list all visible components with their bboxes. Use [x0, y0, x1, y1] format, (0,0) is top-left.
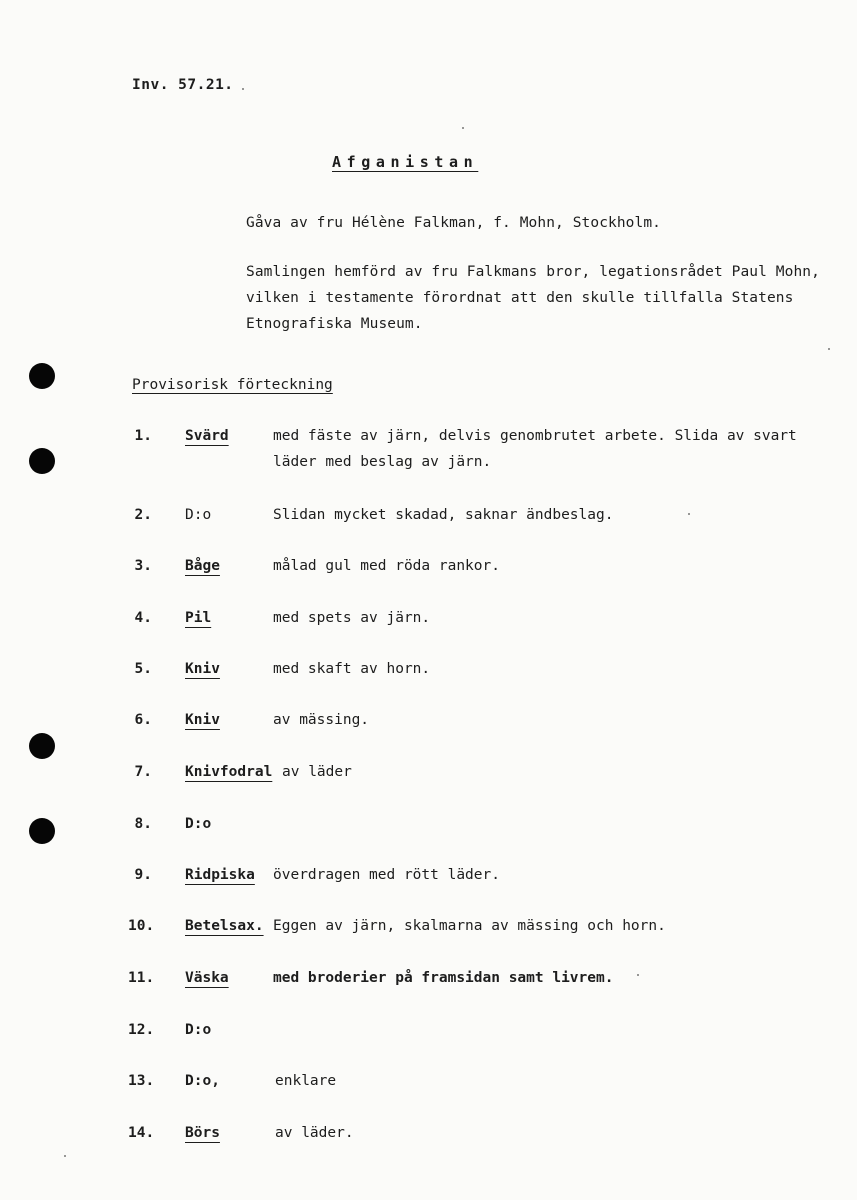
provenance-line: Etnografiska Museum. [246, 316, 423, 332]
item-description: målad gul med röda rankor. [273, 558, 500, 574]
item-number: 12. [128, 1022, 155, 1038]
speck [462, 127, 464, 129]
item-name: Svärd [185, 428, 229, 444]
speck [64, 1155, 66, 1157]
item-name: D:o, [185, 1073, 220, 1089]
item-number: 3. [134, 558, 152, 574]
item-description: av läder. [275, 1125, 354, 1141]
item-name: D:o [185, 816, 212, 832]
item-name: Båge [185, 558, 220, 574]
inventory-number: Inv. 57.21. [132, 77, 234, 93]
item-number: 2. [134, 507, 152, 523]
punch-hole [29, 818, 55, 844]
item-description: Eggen av järn, skalmarna av mässing och horn. [273, 918, 666, 934]
speck [242, 88, 244, 90]
punch-hole [29, 448, 55, 474]
item-name: D:o [185, 507, 212, 523]
item-description: överdragen med rött läder. [273, 867, 500, 883]
provenance-line: vilken i testamente förordnat att den skulle tillfalla Statens [246, 290, 794, 306]
item-number: 9. [134, 867, 152, 883]
item-name: Pil [185, 610, 212, 626]
item-number: 4. [134, 610, 152, 626]
item-number: 8. [134, 816, 152, 832]
item-description: läder med beslag av järn. [273, 454, 492, 470]
item-name: Kniv [185, 661, 220, 677]
item-description: av mässing. [273, 712, 370, 728]
item-description: Slidan mycket skadad, saknar ändbeslag. [273, 507, 614, 523]
item-number: 11. [128, 970, 155, 986]
item-number: 1. [134, 428, 152, 444]
item-name: Börs [185, 1125, 220, 1141]
gift-line: Gåva av fru Hélène Falkman, f. Mohn, Stockholm. [246, 215, 661, 231]
item-number: 10. [128, 918, 155, 934]
speck [828, 348, 830, 350]
item-number: 7. [134, 764, 152, 780]
item-description: med fäste av järn, delvis genombrutet arbete. Slida av svart [273, 428, 797, 444]
item-name: Väska [185, 970, 229, 986]
item-name: D:o [185, 1022, 212, 1038]
item-number: 6. [134, 712, 152, 728]
item-number: 5. [134, 661, 152, 677]
speck [637, 974, 639, 976]
punch-hole [29, 363, 55, 389]
item-name: Betelsax. [185, 918, 264, 934]
speck [688, 513, 690, 515]
item-description: enklare [275, 1073, 337, 1089]
item-name: Ridpiska [185, 867, 255, 883]
item-description: med skaft av horn. [273, 661, 431, 677]
document-title: Afganistan [332, 153, 479, 171]
item-number: 14. [128, 1125, 155, 1141]
provenance-line: Samlingen hemförd av fru Falkmans bror, legationsrådet Paul Mohn, [246, 264, 820, 280]
item-name: Knivfodral [185, 764, 273, 780]
item-name: Kniv [185, 712, 220, 728]
item-number: 13. [128, 1073, 155, 1089]
punch-hole [29, 733, 55, 759]
list-heading: Provisorisk förteckning [132, 377, 333, 393]
item-description: av läder [282, 764, 352, 780]
item-description: med broderier på framsidan samt livrem. [273, 970, 614, 986]
item-description: med spets av järn. [273, 610, 431, 626]
